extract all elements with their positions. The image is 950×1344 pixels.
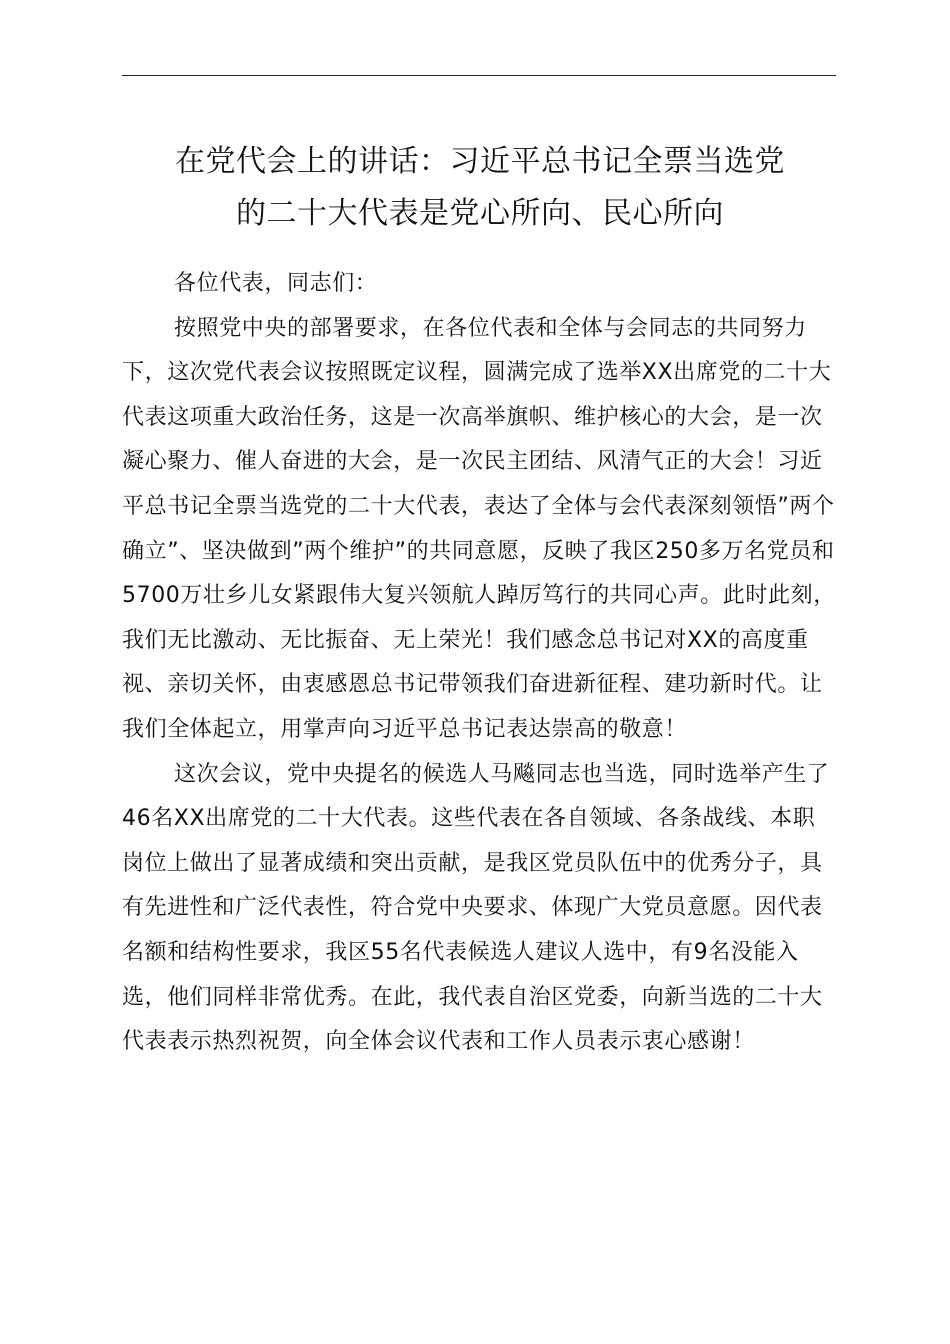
header-rule bbox=[122, 75, 836, 76]
title-line-1: 在党代会上的讲话：习近平总书记全票当选党 bbox=[175, 144, 785, 179]
paragraph-1: 按照党中央的部署要求，在各位代表和全体与会同志的共同努力下，这次党代表会议按照既定议程，圆满完成了选举XX出席党的二十大代表这项重大政治任务，这是一次高举旗帜、维护核心的大会，是一次凝心聚力、催人奋进的大会，是一次民主团结、风清气正的大会！习近平总书记全票当选党的二十大代表，表达了全体与会代表深刻领悟”两个确立”、坚决做到”两个维护”的共同意愿，反映了我区250多万名党员和5700万壮乡儿女紧跟伟大复兴领航人踔厉笃行的共同心声。此时此刻，我们无比激动、无比振奋、无上荣光！我们感念总书记对XX的高度重视、亲切关怀，由衷感恩总书记带领我们奋进新征程、建功新时代。让我们全体起立，用掌声向习近平总书记表达崇高的敬意！ bbox=[122, 315, 836, 742]
title-line-2: 的二十大代表是党心所向、民心所向 bbox=[236, 196, 724, 231]
document-body bbox=[122, 262, 836, 1065]
document-title bbox=[100, 136, 860, 240]
paragraph-2: 这次会议，党中央提名的候选人马飚同志也当选，同时选举产生了46名XX出席党的二十大代表。这些代表在各自领域、各条战线、本职岗位上做出了显著成绩和突出贡献，是我区党员队伍中的优秀分子，具有先进性和广泛代表性，符合党中央要求、体现广大党员意愿。因代表名额和结构性要求，我区55名代表候选人建议人选中，有9名没能入选，他们同样非常优秀。在此，我代表自治区党委，向新当选的二十大代表表示热烈祝贺，向全体会议代表和工作人员表示衷心感谢！ bbox=[122, 761, 830, 1055]
salutation: 各位代表，同志们： bbox=[174, 271, 378, 296]
